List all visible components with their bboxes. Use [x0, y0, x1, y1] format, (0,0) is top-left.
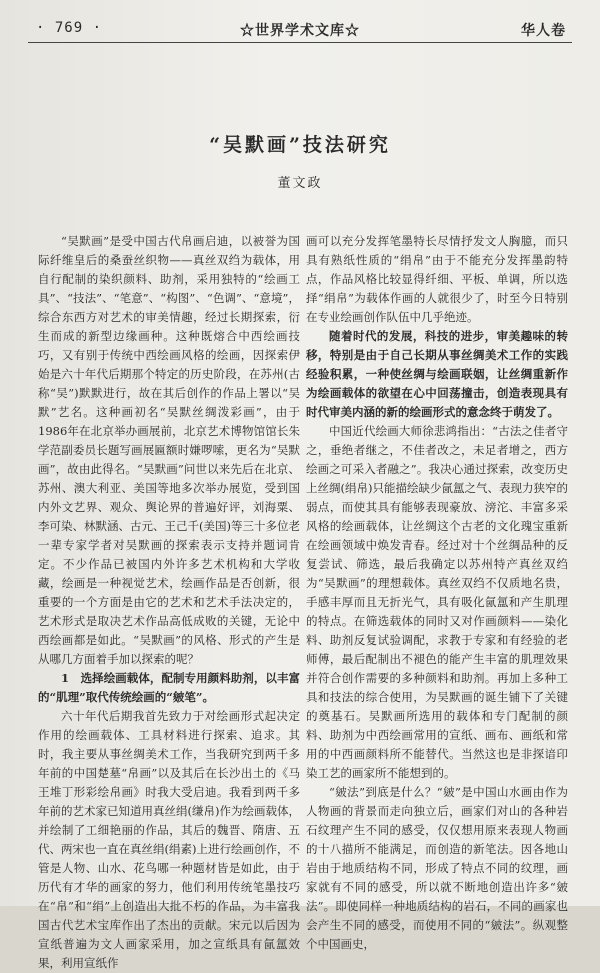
article-title: “吴默画”技法研究: [209, 134, 391, 156]
left-column: [38, 232, 300, 970]
page-number: · 769 ·: [36, 20, 103, 36]
volume-label: 华人卷: [521, 23, 566, 39]
intro-paragraph: “吴默画”是受中国古代帛画启迪，以被誉为国际纤维皇后的桑蚕丝织物——真丝双绉为载体，用自行配制的染织颜料、助剂，采用独特的“绘画工具”、“技法”、“笔意”、“构图”、“色调”、“意境”，综合东西方对艺术的审美情趣，经过长期探索，衍生而成的新型边缘画种。这种既熔合中西绘画技巧，又有别于传统中西绘画风格的绘画，因探索伊始是六十年代后期那个特定的历史阶段，在苏州(古称“吴”)默默进行，故在其后创作的作品上署以“吴默”艺名。这种画初名“吴默丝绸泼彩画”，由于1986年在北京举办画展前，北京艺术博物馆馆长朱学范副委员长题写画展匾额时嫌啰嗦，更名为“吴默画”，故由此得名。“吴默画”问世以来先后在北京、苏州、澳大利亚、美国等地多次举办展览，受到国内外文艺界、观众、舆论界的普遍好评，刘海粟、李可染、林默涵、古元、王己千(美国)等三十多位老一辈专家学者对吴默画的探索表示支持并题词肯定。不少作品已被国内外许多艺术机构和大学收藏，绘画是一种视觉艺术，绘画作品是否创新，很重要的一个方面是由它的艺术和艺术手法决定的，艺术形式是取决艺术作品高低成败的关键，无论中西绘画都是如此。“吴默画”的风格、形式的产生是从哪几方面着手加以探索的呢？: [38, 234, 300, 666]
series-title: ☆世界学术文库☆: [240, 23, 360, 39]
body-paragraph: 随着时代的发展，科技的进步，审美趣味的转移，特别是由于自己长期从事丝绸美术工作的实践经验积累，一种使丝绸与绘画联姻，让丝绸重新作为绘画载体的欲望在心中回荡撞击，创造表现具有时代审美内涵的新的绘画形式的意念终于萌发了。: [306, 329, 568, 419]
right-column: [306, 232, 568, 951]
section-heading: 1 选择绘画载体，配制专用颜料助剂，以丰富的“肌理”取代传统绘画的“皴笔”。: [38, 671, 300, 704]
body-paragraph: “皴法”到底是什么？“皴”是中国山水画由作为人物画的背景而走向独立后，画家们对山的各种岩石纹理产生不同的感受，仅仅想用原来表现人物画的十八描所不能满足，而创造的新笔法。因各地山岩由于地质结构不同，形成了特点不同的纹理，画家就有不同的感受，所以就不断地创造出许多“皴法”。即使同样一种地质结构的岩石，不同的画家也会产生不同的感受，而使用不同的“皴法”。纵观整个中国画史，: [306, 785, 568, 951]
running-header: [28, 16, 572, 42]
body-paragraph: 中国近代绘画大师徐悲鸿指出：“古法之佳者守之，垂绝者继之，不佳者改之，未足者增之，西方绘画之可采入者融之”。我决心通过探索，改变历史上丝绸(绢帛)只能描绘缺少氤氲之气、表现力狭窄的弱点，而使其具有能够表现豪放、滂沱、丰富多采风格的绘画载体，让丝绸这个古老的文化瑰宝重新在绘画领域中焕发青春。经过对十个丝绸品种的反复尝试、筛选，最后我确定以苏州特产真丝双绉为“吴默画”的理想载体。真丝双绉不仅质地名贵，手感丰厚而且无折光气，具有吸化氤氲和产生肌理的特点。在筛选载体的同时又对作画颜料——染化料、助剂反复试验调配，求教于专家和有经验的老师傅，最后配制出不褪色的能产生丰富的肌理效果并符合创作需要的多种颜料和助剂。再加上多种工具和技法的综合使用，为吴默画的诞生铺下了关键的奠基石。吴默画所选用的载体和专门配制的颜料、助剂为中西绘画常用的宣纸、画布、画纸和常用的中西画颜料所不能替代。当然这也是非探谙印染工艺的画家所不能想到的。: [306, 424, 568, 780]
body-paragraph-continued: 画可以充分发挥笔墨特长尽情抒发文人胸臆，而只具有熟纸性质的“绢帛”由于不能充分发挥墨韵特点，作品风格比较显得纤细、平板、单调，所以选择“绢帛”为载体作画的人就很少了，时至今日特别在专业绘画创作队伍中几乎绝迹。: [306, 234, 568, 324]
body-paragraph: 六十年代后期我首先致力于对绘画形式起决定作用的绘画载体、工具材料进行探索、追求。其时，我主要从事丝绸美术工作，当我研究到两千多年前的中国楚墓“帛画”以及其后在长沙出土的《马王堆丁形彩绘帛画》时我大受启迪。我看到两千多年前的艺术家已知道用真丝绢(缣帛)作为绘画载体，并绘制了工细艳丽的作品，其后的魏晋、隋唐、五代、两宋也一直在真丝绢(绢素)上进行绘画创作，不管是人物、山水、花鸟哪一种题材皆是如此，由于历代有才华的画家的努力，他们利用传统笔墨技巧在“帛”和“绢”上创造出大批不朽的作品，为丰富我国古代艺术宝库作出了杰出的贡献。宋元以后因为宣纸普遍为文人画家采用，加之宣纸具有氤氲效果，利用宣纸作: [38, 709, 300, 970]
article-author: 董文政: [277, 176, 323, 191]
header-rule: [28, 42, 572, 43]
